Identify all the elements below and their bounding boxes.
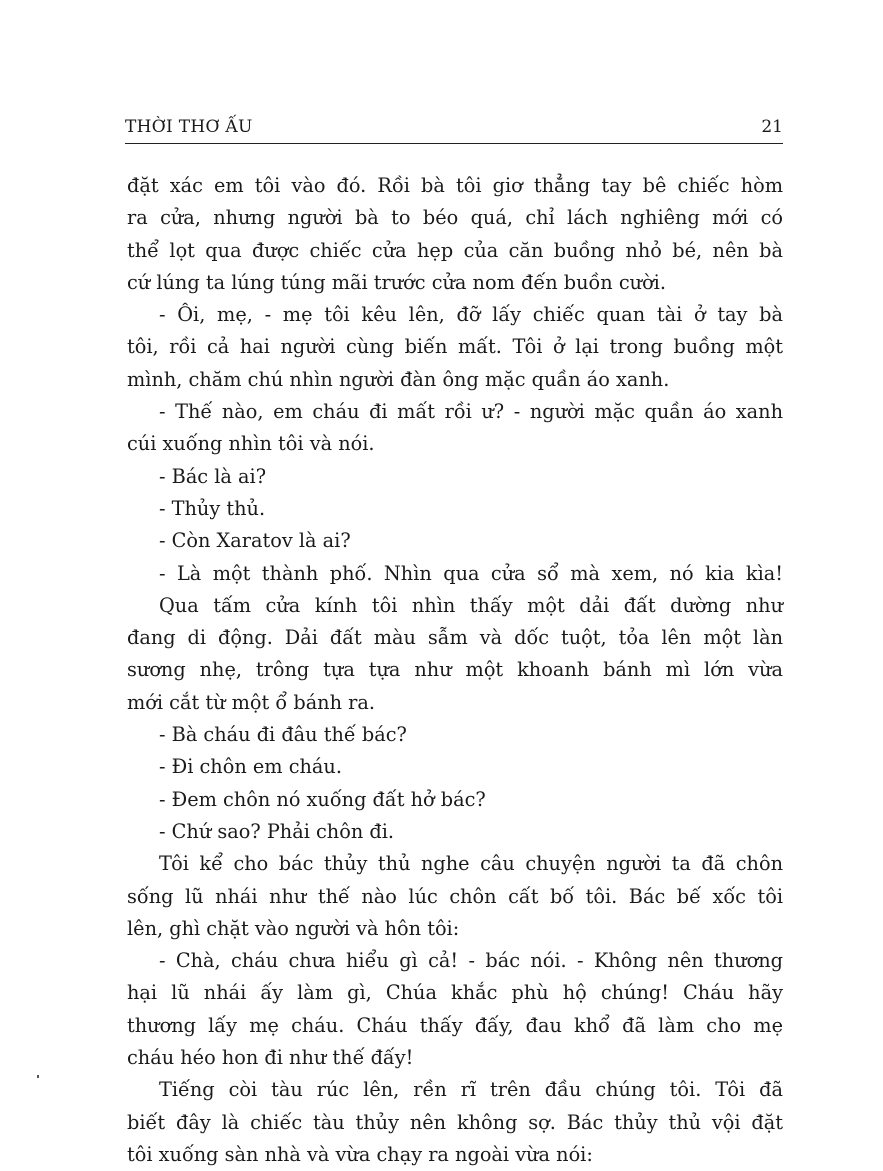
text-line: hại lũ nhái ấy làm gì, Chúa khắc phù hộ chúng! Cháu hãy bbox=[127, 981, 783, 1005]
text-line: cứ lúng ta lúng túng mãi trước cửa nom đến buồn cười. bbox=[127, 270, 666, 294]
text-line: cúi xuống nhìn tôi và nói. bbox=[127, 432, 375, 456]
text-line: - Đi chôn em cháu. bbox=[159, 755, 342, 779]
text-line: - Bác là ai? bbox=[159, 464, 267, 488]
text-line: Qua tấm cửa kính tôi nhìn thấy một dải đất dường như bbox=[159, 593, 783, 617]
text-line: - Còn Xaratov là ai? bbox=[159, 529, 351, 553]
text-line: biết đây là chiếc tàu thủy nên không sợ. Bác thủy thủ vội đặt bbox=[127, 1110, 783, 1134]
text-line: đặt xác em tôi vào đó. Rồi bà tôi giơ thẳng tay bê chiếc hòm bbox=[127, 174, 783, 197]
text-line: lên, ghì chặt vào người và hôn tôi: bbox=[127, 916, 460, 940]
text-line: - Chà, cháu chưa hiểu gì cả! - bác nói. - Không nên thương bbox=[159, 949, 783, 973]
text-line: tôi xuống sàn nhà và vừa chạy ra ngoài vừa nói: bbox=[127, 1142, 593, 1166]
body-text bbox=[127, 170, 783, 1171]
running-head-title: THỜI THƠ ẤU bbox=[125, 117, 253, 137]
text-line: Tiếng còi tàu rúc lên, rền rĩ trên đầu chúng tôi. Tôi đã bbox=[159, 1078, 783, 1102]
text-line: mới cắt từ một ổ bánh ra. bbox=[127, 690, 375, 714]
text-line: sống lũ nhái như thế nào lúc chôn cất bố tôi. Bác bế xốc tôi bbox=[127, 884, 783, 908]
text-line: - Chứ sao? Phải chôn đi. bbox=[159, 819, 395, 843]
text-line: ra cửa, nhưng người bà to béo quá, chỉ lách nghiêng mới có bbox=[127, 206, 783, 230]
text-line: thể lọt qua được chiếc cửa hẹp của căn buồng nhỏ bé, nên bà bbox=[127, 238, 783, 262]
text-line: - Thủy thủ. bbox=[159, 496, 266, 520]
text-line: cháu héo hon đi như thế đấy! bbox=[127, 1046, 414, 1070]
text-line: - Là một thành phố. Nhìn qua cửa sổ mà xem, nó kia kìa! bbox=[159, 561, 783, 585]
page-number: 21 bbox=[761, 117, 783, 137]
text-line: - Ôi, mẹ, - mẹ tôi kêu lên, đỡ lấy chiếc quan tài ở tay bà bbox=[159, 303, 783, 327]
text-line: - Đem chôn nó xuống đất hở bác? bbox=[159, 787, 486, 811]
text-line: thương lấy mẹ cháu. Cháu thấy đấy, đau khổ đã làm cho mẹ bbox=[127, 1013, 783, 1037]
text-line: - Thế nào, em cháu đi mất rồi ư? - người mặc quần áo xanh bbox=[159, 400, 783, 424]
text-line: - Bà cháu đi đâu thế bác? bbox=[159, 723, 407, 747]
text-line: tôi, rồi cả hai người cùng biến mất. Tôi ở lại trong buồng một bbox=[127, 335, 783, 359]
running-header bbox=[125, 113, 783, 144]
text-line: sương nhẹ, trông tựa tựa như một khoanh bánh mì lớn vừa bbox=[127, 658, 783, 682]
text-line: đang di động. Dải đất màu sẫm và dốc tuột, tỏa lên một làn bbox=[127, 626, 783, 650]
text-line: Tôi kể cho bác thủy thủ nghe câu chuyện người ta đã chôn bbox=[159, 852, 783, 876]
scan-speck bbox=[37, 1075, 39, 1078]
text-line: mình, chăm chú nhìn người đàn ông mặc quần áo xanh. bbox=[127, 367, 670, 391]
